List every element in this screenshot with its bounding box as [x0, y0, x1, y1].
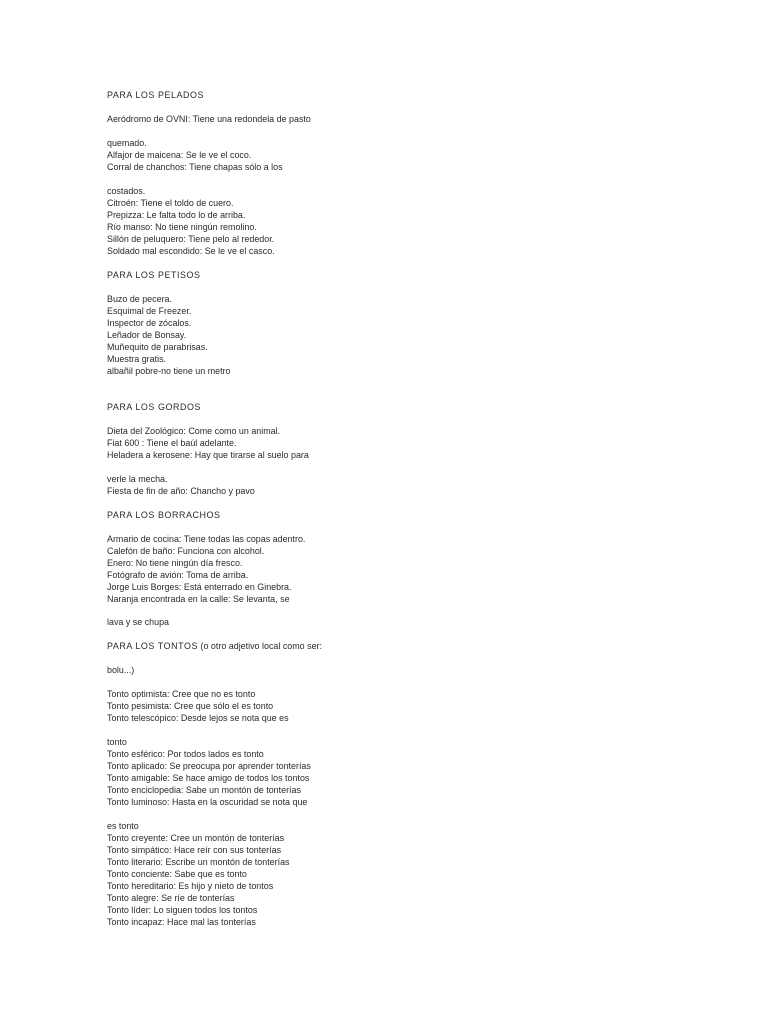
- text-line: Calefón de baño: Funciona con alcohol.: [107, 546, 265, 557]
- section-title-pelados: PARA LOS PELADOS: [107, 90, 205, 101]
- text-line: Tonto luminoso: Hasta en la oscuridad se nota que: [107, 797, 308, 808]
- text-line: lava y se chupa: [107, 617, 170, 628]
- text-line: tonto: [107, 737, 127, 748]
- text-line: Buzo de pecera.: [107, 294, 172, 305]
- text-line: Tonto hereditario: Es hijo y nieto de tontos: [107, 881, 274, 892]
- text-line: Tonto literario: Escribe un montón de tonterías: [107, 857, 290, 868]
- text-line: Esquimal de Freezer.: [107, 306, 192, 317]
- text-line: Tonto conciente: Sabe que es tonto: [107, 869, 247, 880]
- text-line: Tonto incapaz: Hace mal las tonterías: [107, 917, 256, 928]
- text-line: Tonto telescópico: Desde lejos se nota que es: [107, 713, 289, 724]
- text-line: Tonto aplicado: Se preocupa por aprender tonterías: [107, 761, 311, 772]
- text-line: Tonto enciclopedia: Sabe un montón de tonterías: [107, 785, 301, 796]
- text-line: Tonto alegre: Se ríe de tonterías: [107, 893, 235, 904]
- text-line: Tonto creyente: Cree un montón de tonterías: [107, 833, 285, 844]
- text-line: Alfajor de maicena: Se le ve el coco.: [107, 150, 252, 161]
- section-title-tontos: PARA LOS TONTOS: [107, 641, 199, 652]
- text-line: verle la mecha.: [107, 474, 168, 485]
- text-line: Muñequito de parabrisas.: [107, 342, 208, 353]
- text-line: Jorge Luis Borges: Está enterrado en Ginebra.: [107, 582, 292, 593]
- text-line: Armario de cocina: Tiene todas las copas adentro.: [107, 534, 306, 545]
- text-line: es tonto: [107, 821, 139, 832]
- text-line: Soldado mal escondido: Se le ve el casco.: [107, 246, 275, 257]
- text-line: Heladera a kerosene: Hay que tirarse al suelo para: [107, 450, 309, 461]
- section-title-borrachos: PARA LOS BORRACHOS: [107, 510, 221, 521]
- text-line: Citroén: Tiene el toldo de cuero.: [107, 198, 234, 209]
- text-line: Inspector de zócalos.: [107, 318, 192, 329]
- text-line: Fiat 600 : Tiene el baúl adelante.: [107, 438, 237, 449]
- text-line: Tonto simpático: Hace reír con sus tonterías: [107, 845, 282, 856]
- text-line: Tonto optimista: Cree que no es tonto: [107, 689, 256, 700]
- text-line: Enero: No tiene ningún día fresco.: [107, 558, 243, 569]
- text-line: Tonto pesimista: Cree que sólo el es tonto: [107, 701, 274, 712]
- text-line: Tonto esférico: Por todos lados es tonto: [107, 749, 264, 760]
- text-line: Aeródromo de OVNI: Tiene una redondela de pasto: [107, 114, 311, 125]
- section-title-suffix: (o otro adjetivo local como ser:: [198, 641, 323, 652]
- text-line: Prepizza: Le falta todo lo de arriba.: [107, 210, 246, 221]
- text-line: Leñador de Bonsay.: [107, 330, 187, 341]
- section-title-tontos-row: [107, 641, 322, 653]
- text-line: Naranja encontrada en la calle: Se levanta, se: [107, 594, 290, 605]
- text-line: costados.: [107, 186, 146, 197]
- text-line: Muestra gratis.: [107, 354, 167, 365]
- text-line: Fiesta de fin de año: Chancho y pavo: [107, 486, 255, 497]
- text-line: Tonto amigable: Se hace amigo de todos los tontos: [107, 773, 310, 784]
- text-line: Dieta del Zoológico: Come como un animal.: [107, 426, 281, 437]
- text-line: Sillón de peluquero: Tiene pelo al rededor.: [107, 234, 275, 245]
- text-line: Fotógrafo de avión: Toma de arriba.: [107, 570, 249, 581]
- text-line: albañil pobre-no tiene un metro: [107, 366, 231, 377]
- section-title-petisos: PARA LOS PETISOS: [107, 270, 201, 281]
- text-line: quemado.: [107, 138, 147, 149]
- text-line: Río manso: No tiene ningún remolino.: [107, 222, 257, 233]
- text-line: bolu...): [107, 665, 135, 676]
- section-title-gordos: PARA LOS GORDOS: [107, 402, 201, 413]
- text-line: Tonto líder: Lo siguen todos los tontos: [107, 905, 258, 916]
- text-line: Corral de chanchos: Tiene chapas sólo a los: [107, 162, 283, 173]
